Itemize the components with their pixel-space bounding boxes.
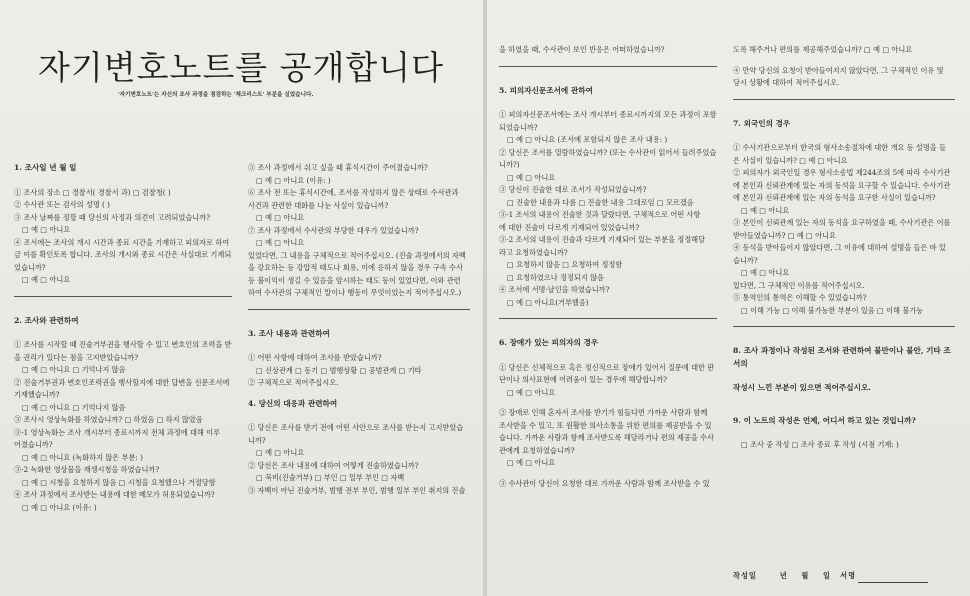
question-text: 습니다. 가까운 사람과 함께 조사받도록 해달라거나 편의 제공을 수사 [499, 433, 714, 442]
question-text: 단이나 의사표현에 어려움이 있는 경우에 해당합니까? [499, 375, 668, 384]
question-text: ① 당신은 신체적으로 혹은 정신적으로 장애가 있어서 질문에 대한 판 [499, 362, 715, 372]
checkbox-options: □ 진술한 내용과 다름 □ 진술한 내용 그대로임 □ 모르겠음 [507, 197, 694, 207]
question-text: ① 당신은 조사를 받기 전에 어떤 사안으로 조사를 받는지 고지받았습 [248, 423, 464, 432]
checkbox-options: □ 예 □ 아니요 [507, 458, 556, 467]
section-heading: 5. 피의자신문조서에 관하여 [499, 85, 593, 95]
question-text: 에 대한 진술이 다르게 기재되어 있었습니까? [499, 222, 640, 232]
question-text: ② 수사관 또는 검사의 성명 ( ) [14, 200, 110, 209]
question-text: ③ 본인이 신뢰관계 있는 자의 동석을 요구하였을 때, 수사기관은 이를 [733, 218, 951, 227]
question-text: ② 장애로 인해 혼자서 조사를 받기가 힘들다면 가까운 사람과 함께 [499, 408, 708, 417]
question-text: 있다면, 그 구체적인 이유를 적어주십시오. [733, 280, 865, 290]
question-text: 등 불이익이 생길 수 있음을 암시하는 태도 등이 있었다면, 이와 관련 [248, 275, 461, 285]
question-text: 습니까? [733, 255, 758, 265]
checkbox-options: □ 이해 가능 □ 이해 불가능한 부분이 있음 □ 이해 불가능 [741, 305, 924, 315]
question-text: 금 이를 확인토록 합니다. 조사의 개시와 종료 시간은 사실대로 기재되 [14, 250, 232, 259]
question-text: 도록 해주거나 편의를 제공해주었습니까? □ 예 □ 아니요 [733, 45, 913, 54]
question-text: 있었다면, 그 내용을 구체적으로 적어주십시오. (진술 과정에서의 자백 [248, 250, 466, 260]
question-text: 관에게 요청하였습니까? [499, 445, 575, 455]
checkbox-options: □ 예 □ 아니요 [741, 205, 790, 215]
spacer [733, 57, 955, 65]
question-text: ① 조사의 장소 □ 경찰서( 경찰서 과) □ 검찰청( ) [14, 187, 171, 197]
section-heading: 7. 외국인의 경우 [733, 118, 791, 128]
right-column-1 [499, 44, 717, 490]
question-text: ③-1 영상녹화는 조사 개시부터 종료시까지 전체 과정에 대해 이루 [14, 427, 221, 437]
spacer [499, 399, 717, 407]
spacer [733, 407, 955, 415]
question-text: ⑤ 조사 과정에서 쉬고 싶을 때 휴식시간이 주어졌습니까? [248, 163, 428, 172]
right-page [487, 0, 970, 596]
section-heading: 6. 장애가 있는 피의자의 경우 [499, 338, 599, 347]
question-text: 받아들였습니까? □ 예 □ 아니요 [733, 230, 836, 240]
section-divider [248, 309, 470, 310]
checkbox-options: □ 예 □ 아니요 [256, 213, 305, 222]
question-text: 에 본인과 신뢰관계에 있는 자의 동석을 요구할 수 있습니다. 수사기관 [733, 180, 951, 190]
right-column-2 [733, 44, 955, 452]
question-text: ① 수사기관으로부터 한국의 형사소송절차에 대한 개요 등 설명을 들 [733, 143, 946, 152]
section-heading: 4. 당신의 대응과 관련하여 [248, 398, 338, 408]
section-heading: 1. 조사일 년 월 일 [14, 163, 77, 172]
signature-line [858, 574, 928, 583]
question-text: 니까?) [499, 160, 520, 169]
question-text: 기재했습니까? [14, 390, 60, 399]
question-text: ② 당신은 조사 내용에 대하여 어떻게 진술하였습니까? [248, 460, 419, 470]
question-text: ④ 만약 당신의 요청이 받아들여지지 않았다면, 그 구체적인 이유 및 [733, 65, 944, 75]
checkbox-options: □ 예 □ 아니요 (녹화하지 않은 부분: ) [22, 452, 143, 462]
question-text: ⑤ 통역인의 통역은 이해할 수 있었습니까? [733, 293, 867, 302]
section-heading: 8. 조사 과정이나 작성된 조서와 관련하여 불만이나 불안, 기타 조서의 [733, 346, 951, 368]
left-column-1 [14, 162, 232, 514]
question-text: ④ 조사 과정에서 조사받는 내용에 대한 메모가 허용되었습니까? [14, 490, 215, 499]
question-text: ③-1 조서의 내용이 진술한 것과 달랐다면, 구체적으로 어떤 사항 [499, 210, 701, 219]
spacer [248, 390, 470, 398]
checkbox-options: □ 조사 중 작성 □ 조사 종료 후 작성 (시점 기재: ) [741, 440, 899, 449]
checkbox-options: □ 예 □ 아니요 [256, 238, 305, 247]
question-text: 을 권리가 있다는 점을 고지받았습니까? [14, 352, 139, 362]
checkbox-options: □ 예 □ 아니요 (이유: ) [256, 175, 331, 185]
question-text: ② 진술거부권과 변호인조력권을 행사할지에 대한 답변을 신문조서에 [14, 377, 230, 387]
checkbox-options: □ 예 □ 아니요 (조서에 포함되지 않은 조사 내용: ) [507, 135, 668, 144]
signature-day: 일 [823, 571, 831, 580]
question-text: 라고 요청하였습니까? [499, 247, 568, 257]
checkbox-options: □ 요청하였으나 정정되지 않음 [507, 272, 604, 282]
question-text: 하여 수사관의 구체적인 말이나 행동이 무엇이었는지 적어주십시오.) [248, 288, 462, 297]
checkbox-options: □ 예 □ 아니요 [507, 172, 556, 182]
section-heading: 작성시 느낀 부분이 있으면 적어주십시오. [733, 383, 871, 392]
question-text: ② 피의자가 외국인일 경우 형사소송법 제244조의 5에 따라 수사기관 [733, 168, 951, 177]
checkbox-options: □ 요청하지 않음 □ 요청하여 정정함 [507, 260, 623, 269]
question-text: ③ 조사 날짜를 정할 때 당신의 사정과 의견이 고려되었습니까? [14, 212, 210, 222]
question-text: ③-2 조서의 내용이 진술과 다르게 기재되어 있는 부분을 정정해달 [499, 235, 706, 244]
page-subtitle: '자기변호노트'는 자신의 조사 과정을 점검하는 '체크리스트' 부분을 실었습니다. [118, 92, 314, 98]
checkbox-options: □ 예 □ 아니요 [507, 387, 556, 397]
section-heading: 2. 조사와 관련하여 [14, 315, 79, 325]
left-column-2 [248, 162, 470, 497]
checkbox-options: □ 예 □ 아니요 (이유: ) [22, 502, 97, 512]
signature-date-label: 작성일 [733, 571, 757, 580]
checkbox-options: □ 예 □ 아니요(거부했음) [507, 297, 589, 307]
checkbox-options: □ 예 □ 아니요 [256, 448, 305, 457]
question-text: 을 강요하는 등 강압적 태도나 회유, 이에 응하지 않을 경우 구속 수사 [248, 263, 463, 272]
checkbox-options: □ 신상관계 □ 동기 □ 범행상황 □ 공범관계 □ 기타 [256, 365, 422, 375]
question-text: ③ 자백이 아닌 진술거부, 범행 전부 부인, 범행 일부 부인 취지의 진술 [248, 485, 466, 495]
section-divider [14, 296, 232, 297]
question-text: 니까? [248, 435, 266, 445]
question-text: ⑦ 조사 과정에서 수사관의 부당한 대우가 있었습니까? [248, 225, 419, 235]
question-text: ① 조사를 시작할 때 진술거부권을 행사할 수 있고 변호인의 조력을 받 [14, 340, 232, 349]
checkbox-options: □ 예 □ 아니요 □ 기억나지 않음 [22, 365, 126, 374]
page-title: 자기변호노트를 공개합니다 [38, 48, 445, 87]
section-divider [499, 318, 717, 319]
question-text: ③ 조사시 영상녹화를 하였습니까? □ 하였음 □ 하지 않았음 [14, 415, 203, 424]
checkbox-options: □ 예 □ 아니요 [22, 275, 71, 284]
question-text: ⑥ 조사 전 또는 휴식시간에, 조서를 작성하지 않은 상태로 수사관과 [248, 188, 459, 197]
question-text: ③-2 녹화한 영상물을 재생시청을 하였습니까? [14, 465, 160, 474]
checkbox-options: □ 묵비(진술거부) □ 부인 □ 일부 부인 □ 자백 [256, 473, 405, 482]
left-page [0, 0, 483, 596]
question-text: 당시 상황에 대하여 적어주십시오. [733, 78, 840, 87]
question-text: ④ 조서에 서명·날인을 하였습니까? [499, 285, 610, 294]
question-text: 되었습니까? [499, 122, 538, 132]
question-text: ③ 수사관이 당신이 요청한 대로 가까운 사람과 함께 조사받을 수 있 [499, 478, 710, 488]
question-text: ② 당신은 조서를 열람하였습니까? (또는 수사관이 읽어서 들려주었습 [499, 147, 717, 157]
question-text: 에 본인과 신뢰관계에 있는 자의 동석을 요구한 사실이 있습니까? [733, 193, 936, 202]
section-heading: 9. 이 노트의 작성은 언제, 어디서 하고 있는 것입니까? [733, 415, 916, 425]
section-divider [733, 326, 955, 327]
question-text: ④ 동석을 받아들이지 않았다면, 그 이유에 대하여 설명을 들은 바 있 [733, 243, 946, 252]
question-text: ① 어떤 사항에 대하여 조사를 받았습니까? [248, 353, 382, 362]
question-text: ④ 조서에는 조사의 개시 시간과 종료 시간을 기재하고 피의자로 하여 [14, 237, 230, 247]
question-text: ③ 당신이 진술한 대로 조서가 작성되었습니까? [499, 185, 647, 194]
question-text: 었습니까? [14, 262, 46, 272]
signature-row [733, 570, 955, 583]
spacer [499, 470, 717, 478]
question-text: 사건과 관련한 대화를 나눈 사실이 있습니까? [248, 200, 389, 210]
question-text: 조사받을 수 있고, 또 원활한 의사소통을 위한 편의를 제공받을 수 있 [499, 420, 712, 430]
signature-sign-label: 서명 [840, 571, 857, 580]
section-heading: 3. 조사 내용과 관련하여 [248, 328, 330, 338]
question-text: ① 피의자신문조서에는 조사 개시부터 종료시까지의 모든 과정이 포함 [499, 110, 717, 119]
checkbox-options: □ 예 □ 시청을 요청하지 않음 □ 시청을 요청했으나 거절당함 [22, 477, 216, 487]
checkbox-options: □ 예 □ 아니요 [741, 268, 790, 277]
signature-month: 월 [801, 571, 810, 580]
question-text: 어졌습니까? [14, 440, 53, 449]
section-divider [499, 66, 717, 67]
question-text: 은 사실이 있습니까? □ 예 □ 아니요 [733, 155, 848, 165]
section-divider [733, 99, 955, 100]
checkbox-options: □ 예 □ 아니요 [22, 225, 71, 234]
checkbox-options: □ 예 □ 아니요 □ 기억나지 않음 [22, 402, 126, 412]
question-text: ② 구체적으로 적어주십시오. [248, 378, 339, 387]
signature-year: 년 [779, 571, 788, 580]
question-text: 을 하였을 때, 수사관이 보인 반응은 어떠하였습니까? [499, 45, 665, 54]
